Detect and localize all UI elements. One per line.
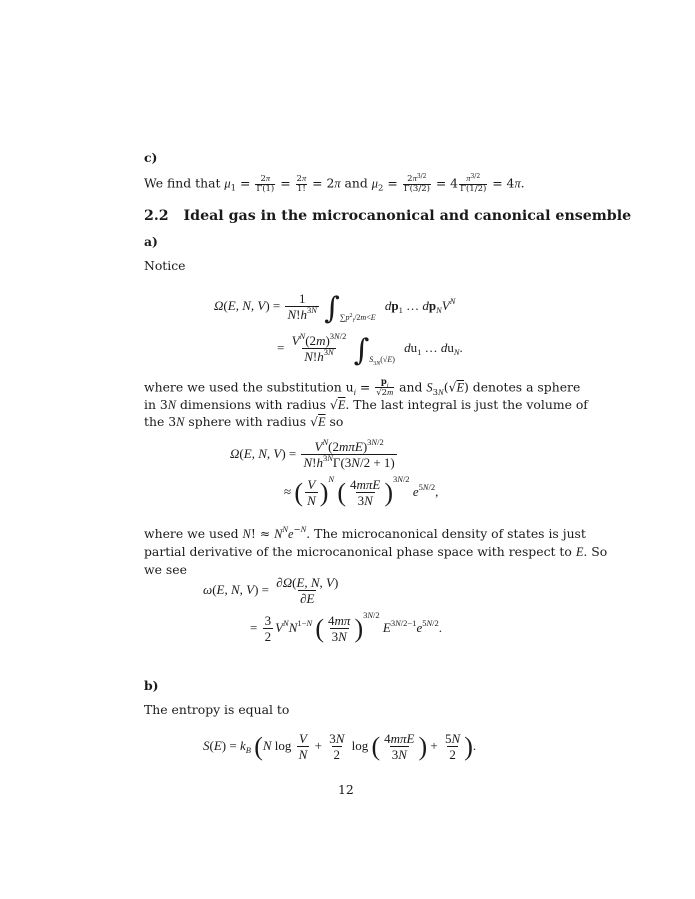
substitution-line-2: in 3N dimensions with radius √E. The last integral is just the volume of (144, 397, 588, 412)
part-c-sentence: We find that $\mu_1$ = $\frac{2\pi}{\Gamma(1)}$ = $\frac{2\pi}{1!}$ = 2π and $\mu_2$ = $\frac{2\pi^{3/2}}{\Gamma(3/2)}$ = 4 $\frac{\pi^{3/2}}{\Gamma(1/2)}$ = 4π. (144, 173, 525, 194)
equation-omega-volume-line1: Ω(E, N, V) = $\frac{V^N(2m\pi E)^{3N/2}}{N!h^{3N}\Gamma(3N/2 + 1)}$ (230, 437, 395, 470)
equation-omega-volume-line2: ≈ ( $\frac{V}{N}$ )$^N$ ( $\frac{\text{4mπE}}{3N}$ )$^{3N/2}$ $e^{5N/2}$, (284, 474, 439, 509)
entropy-intro: The entropy is equal to (144, 702, 290, 717)
page-number: 12 (338, 782, 354, 797)
part-c-label: c) (144, 150, 158, 165)
density-line-2: partial derivative of the microcanonical phase space with respect to E. So (144, 544, 608, 559)
equation-omega-integral-line2: = $\frac{V^N(2m)^{3N/2}}{N!h^{3N}}$ $\int_{S_{3N}(√E)}$ $du_1$ … $du_N$. (277, 331, 463, 368)
section-number: 2.2 (144, 208, 169, 224)
equation-omega-integral-line1: Ω(E, N, V) = $\frac{1}{N!h^{3N}}$ $\int_{\sum p^2_i/2m<E}$ $dp_1$ … $dp_NV^N$ (214, 290, 456, 326)
notice-text: Notice (144, 258, 186, 273)
part-b-label: b) (144, 678, 159, 693)
density-line-1: where we used N! ≈ $N^Ne^{-N}$. The microcanonical density of states is just (144, 524, 586, 541)
part-a-label: a) (144, 234, 158, 249)
equation-density-line1: ω(E, N, V) = $\frac{\partial\Omega(E, N, V)}{\partial E}$ (203, 575, 339, 606)
equation-entropy: $S(E) = k_B$ (N log $\frac{V}{N}$ + $\frac{3N}{2}$ log ( $\frac{\text{4mπE}}{3N}$ ) + $\frac{5N}{2}$ ). (203, 731, 477, 763)
density-line-3: we see (144, 562, 187, 577)
substitution-line-3: the 3N sphere with radius √E so (144, 414, 344, 429)
substitution-line-1: where we used the substitution $u_i$ = $\frac{p_i}{√2m}$ and $S_{3N}(√E)$ denotes a sphere (144, 377, 581, 398)
section-title: Ideal gas in the microcanonical and canonical ensemble (183, 208, 632, 224)
section-heading (144, 208, 631, 224)
equation-density-line2: = $\frac{3}{2}$ $V^NN^{1-N}$ ( $\frac{4m\pi}{3N}$ )$^{3N/2}$ $E^{3N/2-1}e^{5N/2}$. (250, 610, 443, 645)
